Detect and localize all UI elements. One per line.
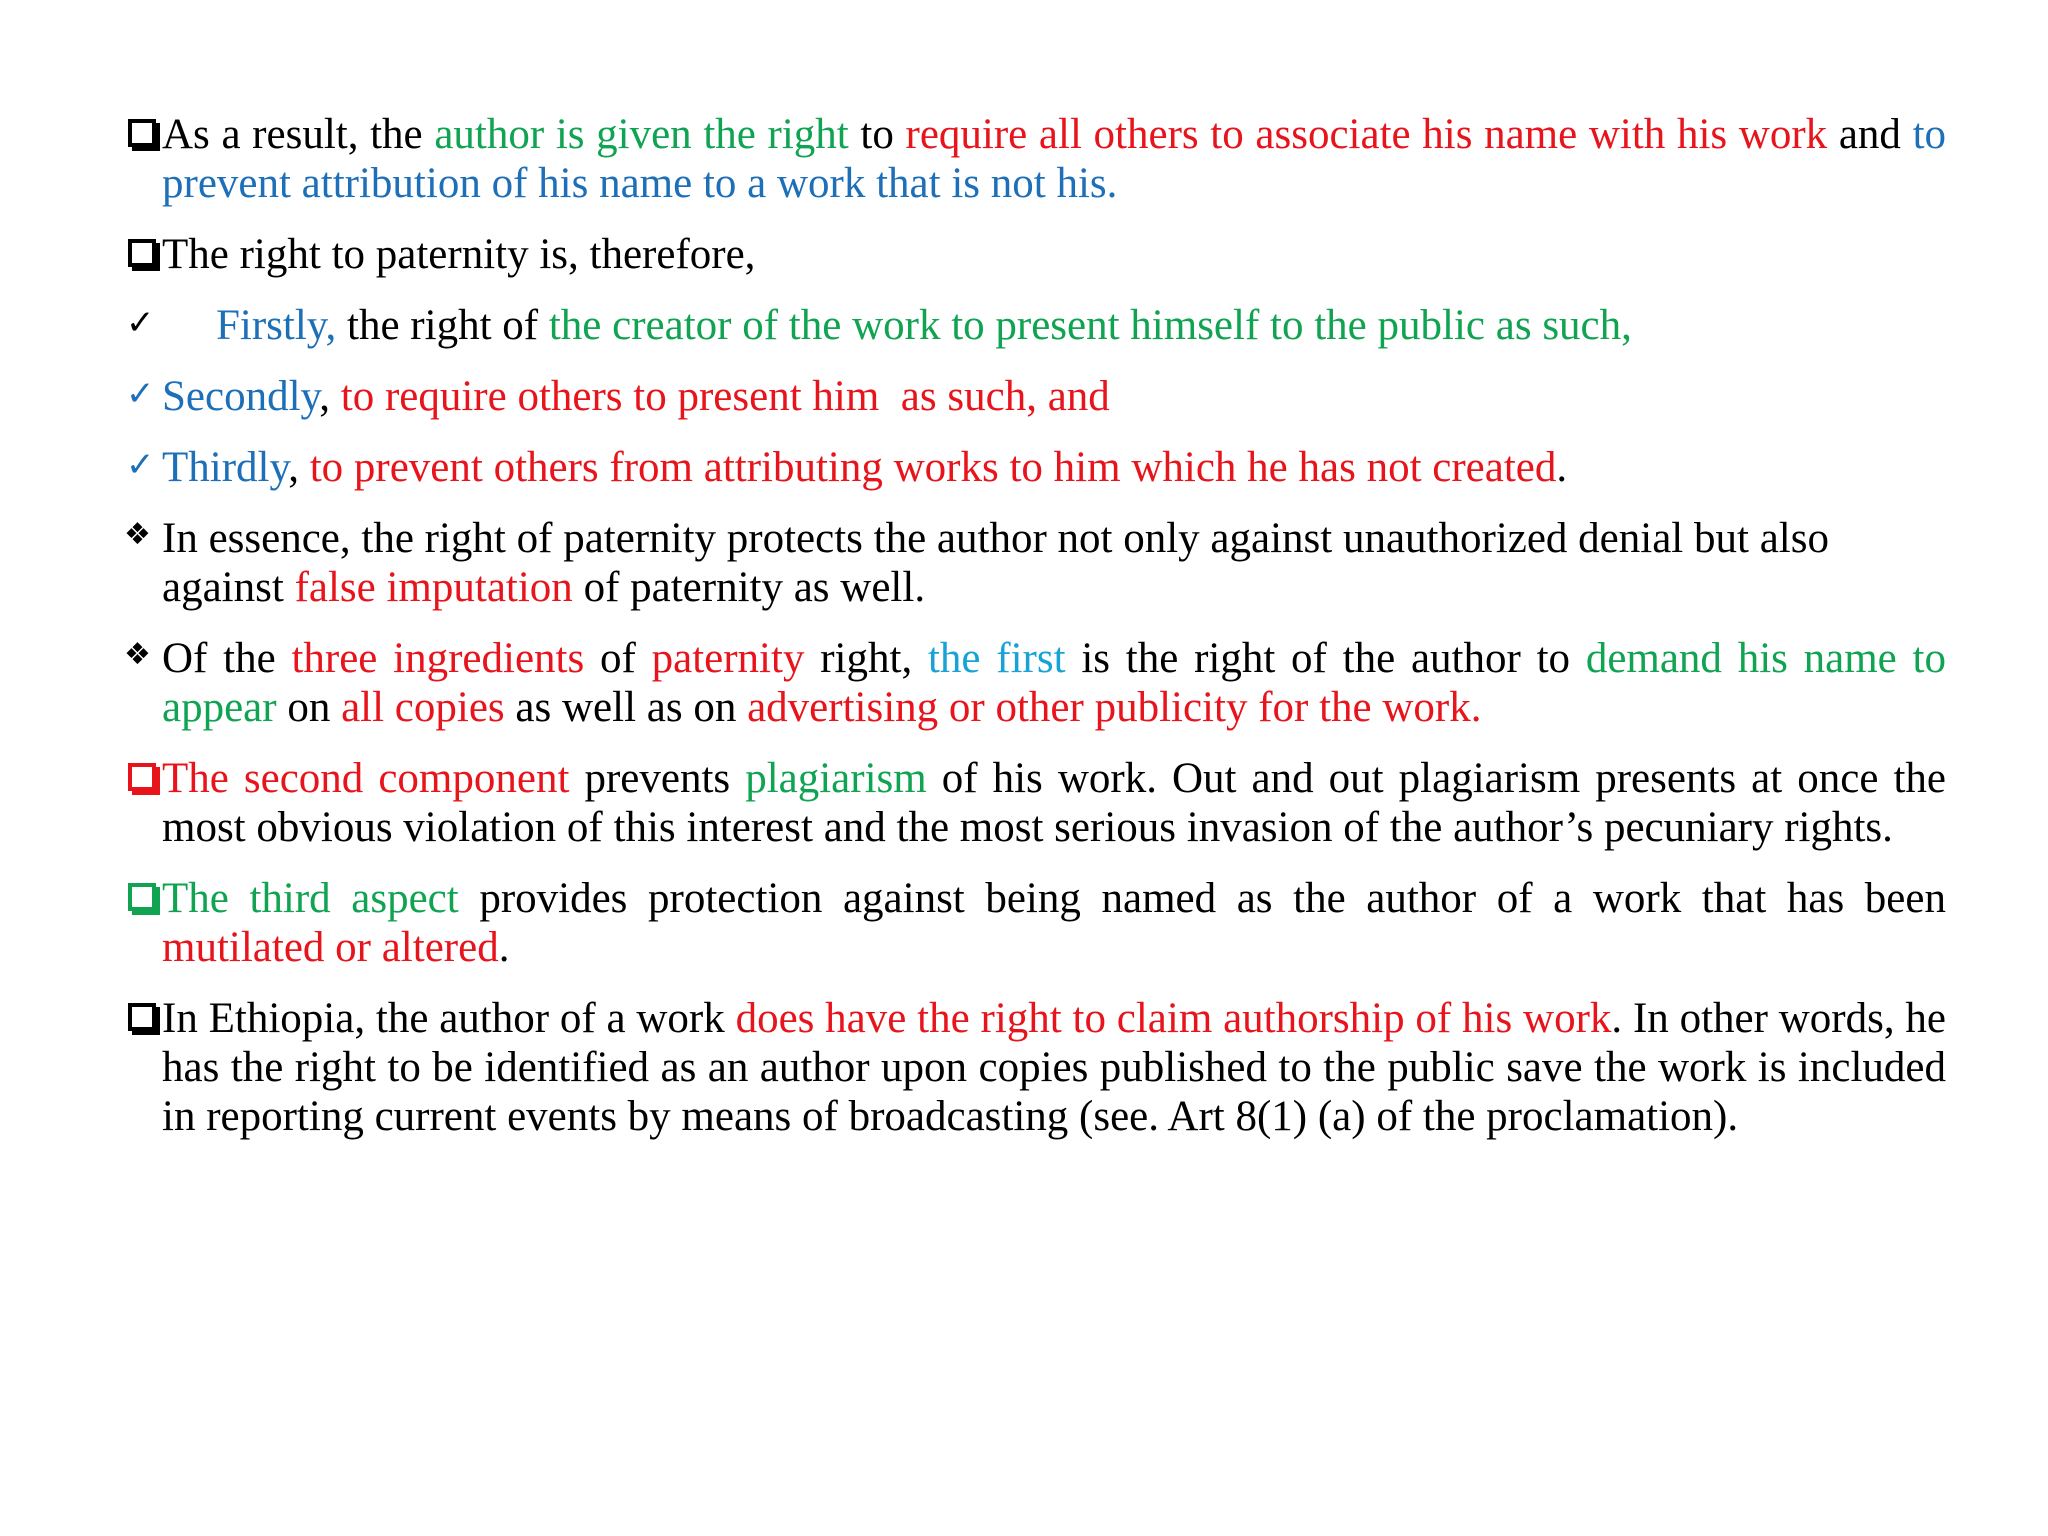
text-segment: is the right of the author to	[1065, 635, 1586, 682]
bullet-result	[126, 110, 1946, 208]
text-segment: The third aspect	[162, 875, 459, 922]
text-segment: The right to paternity is, therefore,	[162, 231, 756, 278]
text-segment: to	[848, 111, 906, 158]
text-segment: provides protection against being named as the author of a work that has been	[458, 875, 1946, 922]
text-segment: .	[1556, 444, 1568, 491]
text-segment: require all others to associate his name with his work	[905, 111, 1828, 158]
text-segment: of paternity as well.	[572, 564, 926, 611]
text-segment: false imputation	[294, 564, 573, 611]
text-segment: and	[1827, 111, 1913, 158]
text-segment: of his work. Out and out plagiarism presents at once the most obvious violation of this interest and the most serious invasion of the author’s pecuniary rights.	[162, 755, 1947, 851]
text-segment: to prevent attribution of his name to a work that is not his.	[162, 111, 1947, 207]
text-segment: plagiarism	[745, 755, 927, 802]
text-segment: right,	[804, 635, 928, 682]
text-segment: .	[498, 924, 510, 971]
text-segment: Firstly,	[216, 302, 337, 349]
text-segment: mutilated or altered	[162, 924, 499, 971]
text-segment: Secondly	[162, 373, 320, 420]
bullet-secondly: ✓ Secondly, to require others to present him as such, and	[126, 373, 1110, 420]
bullet-right-to-paternity	[126, 230, 1946, 279]
text-segment: three ingredients	[291, 635, 585, 682]
bullet-third-aspect	[126, 874, 1946, 972]
text-segment: to require others to present him as such, and	[340, 373, 1110, 420]
bullet-ethiopia	[126, 994, 1946, 1141]
text-segment: ,	[319, 373, 341, 420]
text-segment: as well as on	[504, 684, 748, 731]
text-segment: prevents	[569, 755, 746, 802]
bullet-firstly: ✓ Firstly, the right of the creator of the work to present himself to the public as such,	[126, 302, 1632, 349]
bullet-thirdly: ✓ Thirdly, to prevent others from attributing works to him which he has not created.	[126, 444, 1568, 491]
text-segment: ,	[288, 444, 310, 491]
bullet-second-component	[126, 754, 1946, 852]
text-segment: the first	[927, 635, 1066, 682]
text-segment: does have the right to claim authorship of his work	[735, 995, 1612, 1042]
text-segment: advertising or other publicity for the work.	[747, 684, 1482, 731]
text-segment: The second component	[162, 755, 570, 802]
text-segment: author is given the right	[434, 111, 849, 158]
text-segment: demand his name to appear	[162, 635, 1946, 731]
text-segment: all copies	[341, 684, 505, 731]
text-segment: Of the	[162, 635, 292, 682]
text-segment: the creator of the work to present himself to the public as such,	[548, 302, 1632, 349]
text-segment: the right of	[336, 302, 549, 349]
text-segment: In essence, the right of paternity protects the author not only against unauthorized denial but also against	[162, 515, 1829, 611]
bullet-in-essence: ❖ In essence, the right of paternity protects the author not only against unauthorized denial but also against false imputation of paternity as well.	[124, 515, 1829, 611]
text-segment: As a result, the	[162, 111, 435, 158]
text-segment: In Ethiopia, the author of a work	[162, 995, 736, 1042]
text-segment: paternity	[651, 635, 805, 682]
bullet-three-ingredients: ❖ Of the three ingredients of paternity right, the first is the right of the author to demand his name to appear on all copies as well as on advertising or other publicity for the work.	[124, 635, 1946, 731]
slide-body	[126, 110, 1946, 1163]
text-segment: to prevent others from attributing works to him which he has not created	[309, 444, 1557, 491]
text-segment: Thirdly	[162, 444, 289, 491]
text-segment: on	[276, 684, 342, 731]
text-segment: . In other words, he has the right to be identified as an author upon copies published to the public save the work is included in reporting current events by means of broadcasting (see. Art 8(1) (a) of the proclamation).	[162, 995, 1946, 1140]
text-segment: of	[584, 635, 652, 682]
